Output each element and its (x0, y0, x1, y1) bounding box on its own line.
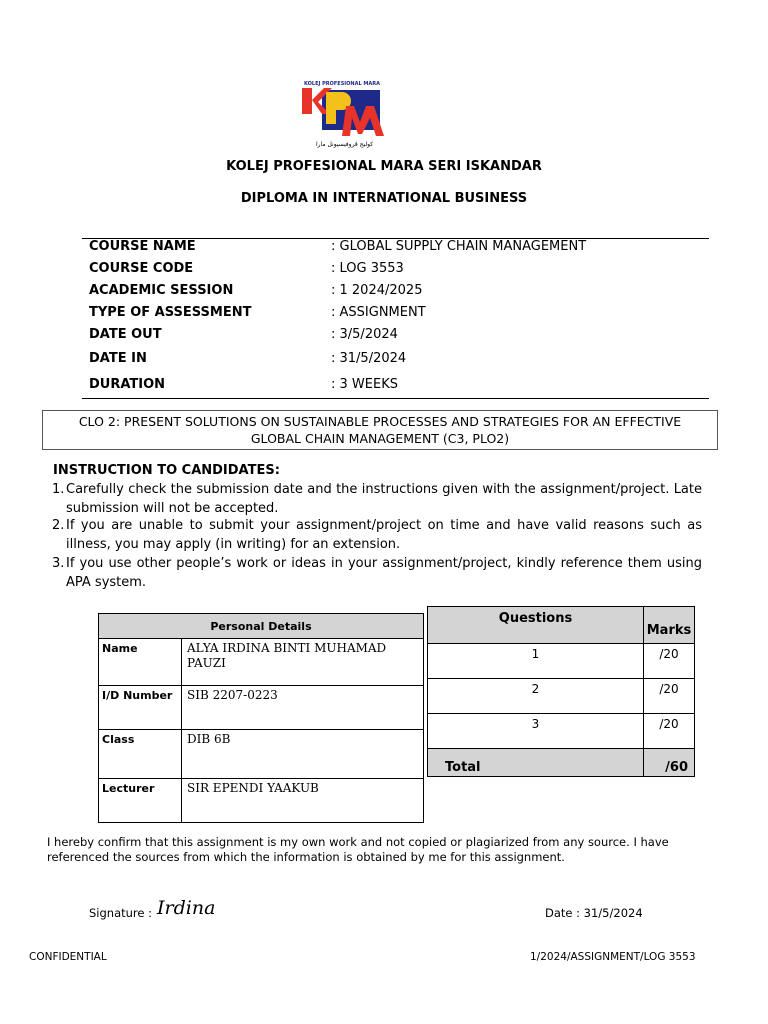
instruction-item (52, 516, 702, 554)
table-row (428, 714, 695, 749)
logo-k-stem (302, 88, 312, 114)
course-code-label: COURSE CODE (89, 261, 194, 276)
logo-script-text: كوليج ڤروفيسيونل مارا (316, 141, 374, 148)
assessment-type-value: : ASSIGNMENT (331, 305, 426, 320)
table-row (428, 644, 695, 679)
college-title: KOLEJ PROFESIONAL MARA SERI ISKANDAR (226, 159, 542, 174)
table-row (99, 639, 424, 686)
course-info-bottom-rule (82, 398, 709, 399)
course-name-label: COURSE NAME (89, 239, 196, 254)
table-row (428, 607, 695, 644)
question-number: 3 (428, 714, 644, 749)
marks-table (427, 606, 695, 777)
course-name-value: : GLOBAL SUPPLY CHAIN MANAGEMENT (331, 239, 587, 254)
class-label: Class (99, 730, 182, 779)
instruction-item (52, 480, 702, 518)
instruction-number: 1. (52, 482, 65, 497)
duration-value: : 3 WEEKS (331, 377, 398, 392)
name-label: Name (99, 639, 182, 686)
question-marks: /20 (644, 679, 695, 714)
date-in-label: DATE IN (89, 351, 147, 366)
clo-box (42, 410, 718, 450)
footer-confidential: CONFIDENTIAL (29, 951, 107, 963)
footer-reference: 1/2024/ASSIGNMENT/LOG 3553 (530, 951, 696, 963)
kpm-logo (296, 78, 392, 148)
instruction-number: 3. (52, 556, 65, 571)
lecturer-label: Lecturer (99, 779, 182, 823)
signature-label: Signature : (89, 906, 153, 920)
questions-header: Questions (428, 607, 644, 644)
table-row (99, 730, 424, 779)
course-code-value: : LOG 3553 (331, 261, 404, 276)
program-title: DIPLOMA IN INTERNATIONAL BUSINESS (240, 191, 528, 206)
clo-line-2: GLOBAL CHAIN MANAGEMENT (C3, PLO2) (250, 431, 510, 446)
id-number-label: I/D Number (99, 686, 182, 730)
id-number-value: SIB 2207-0223 (182, 686, 424, 730)
duration-label: DURATION (89, 377, 166, 392)
date-out-label: DATE OUT (89, 327, 162, 342)
table-row (99, 779, 424, 823)
submission-date: Date : 31/5/2024 (545, 906, 643, 920)
question-number: 1 (428, 644, 644, 679)
instruction-item (52, 554, 702, 592)
instruction-text: If you are unable to submit your assignment/project on time and have valid reasons such as illness, you may apply (in writing) for an extension. (66, 518, 702, 552)
lecturer-value: SIR EPENDI YAAKUB (182, 779, 424, 823)
name-value: ALYA IRDINA BINTI MUHAMAD PAUZI (182, 639, 424, 686)
instruction-text: Carefully check the submission date and the instructions given with the assignment/project. Late submission will not be accepted. (66, 482, 702, 516)
date-in-value: : 31/5/2024 (331, 351, 407, 366)
assessment-type-label: TYPE OF ASSESSMENT (89, 305, 252, 320)
date-out-value: : 3/5/2024 (331, 327, 398, 342)
total-label: Total (428, 749, 644, 777)
question-marks: /20 (644, 644, 695, 679)
total-value: /60 (644, 749, 695, 777)
personal-details-table (98, 613, 424, 823)
instruction-text: If you use other people’s work or ideas in your assignment/project, kindly reference them using APA system. (66, 556, 702, 590)
question-marks: /20 (644, 714, 695, 749)
clo-line-1: CLO 2: PRESENT SOLUTIONS ON SUSTAINABLE PROCESSES AND STRATEGIES FOR AN EFFECTIVE (78, 414, 682, 429)
instruction-number: 2. (52, 518, 65, 533)
academic-session-value: : 1 2024/2025 (331, 283, 423, 298)
logo-small-text: KOLEJ PROFESIONAL MARA (304, 81, 380, 87)
question-number: 2 (428, 679, 644, 714)
table-row (99, 686, 424, 730)
table-row (428, 679, 695, 714)
class-value: DIB 6B (182, 730, 424, 779)
marks-header: Marks (644, 607, 695, 644)
table-row (428, 749, 695, 777)
signature-value: Irdina (157, 897, 216, 919)
academic-session-label: ACADEMIC SESSION (89, 283, 234, 298)
declaration-text: I hereby confirm that this assignment is my own work and not copied or plagiarized from any source. I have referenced the sources from which the information is obtained by me for this assignment. (47, 835, 669, 864)
personal-details-header: Personal Details (99, 614, 424, 639)
instructions-title: INSTRUCTION TO CANDIDATES: (53, 463, 280, 478)
